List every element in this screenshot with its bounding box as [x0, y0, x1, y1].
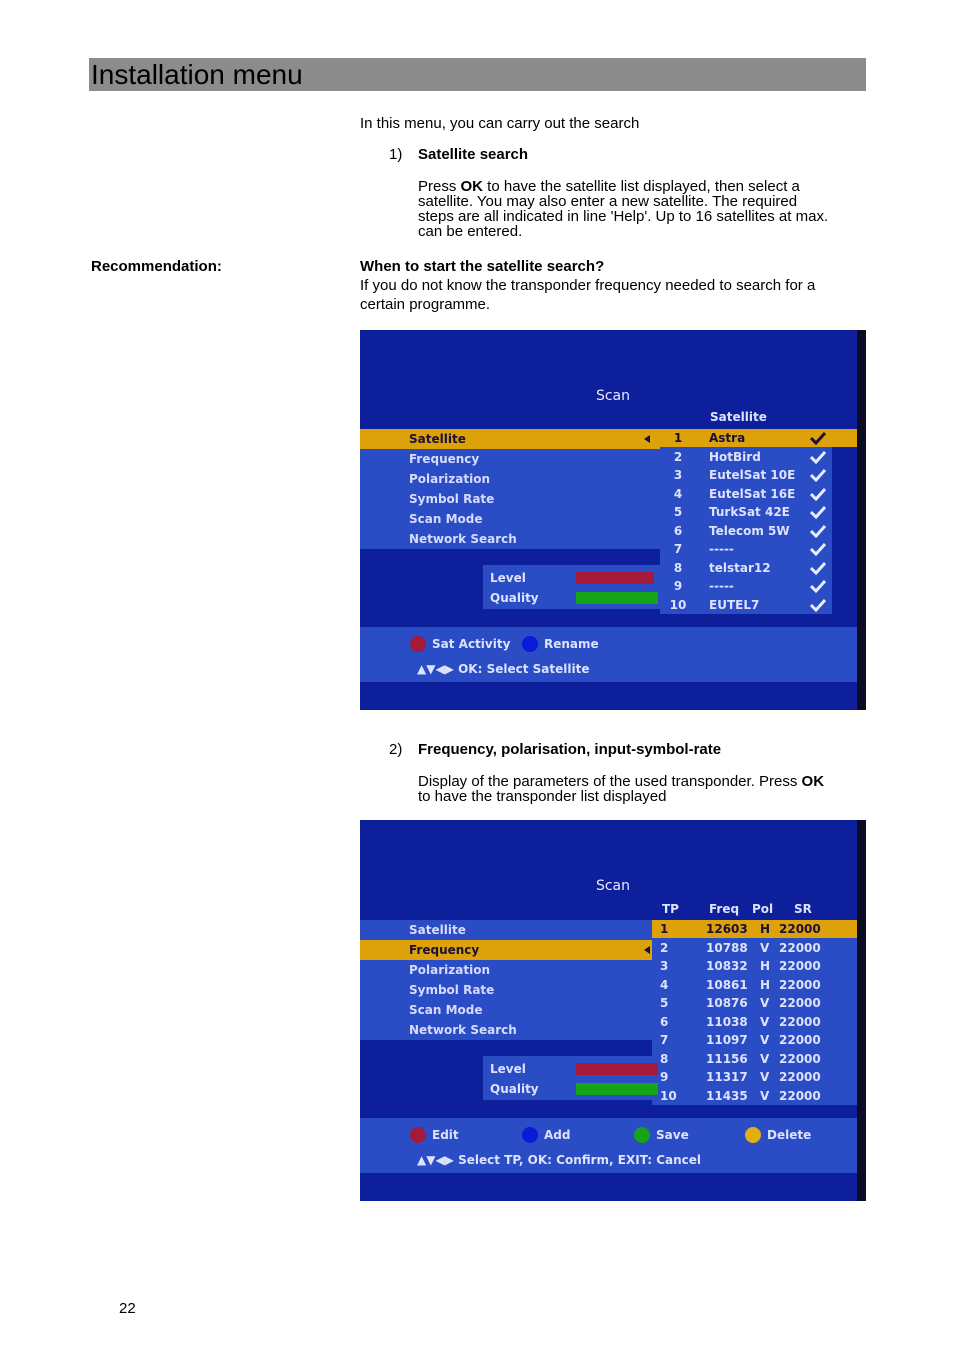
screen-title: Scan	[595, 878, 631, 894]
section1-para-line3: steps are all indicated in line 'Help'. Up to 16 satellites at max.	[418, 208, 829, 225]
satellite-name: TurkSat 42E	[709, 505, 790, 519]
recommendation-line1: If you do not know the transponder frequency needed to search for a	[360, 277, 816, 294]
check-icon	[810, 450, 826, 464]
green-button-icon	[634, 1127, 650, 1143]
satellite-name: EutelSat 10E	[709, 468, 796, 482]
section2-number: 2)	[389, 741, 403, 758]
freq-cell: 10788	[706, 940, 748, 955]
transponder-row[interactable]	[652, 1031, 857, 1049]
pol-cell: V	[760, 940, 770, 955]
satellite-number: 7	[673, 542, 683, 556]
satellite-name: telstar12	[709, 560, 771, 575]
freq-cell: 10876	[706, 996, 748, 1010]
sr-cell: 22000	[779, 1088, 821, 1103]
satellite-row[interactable]	[660, 503, 832, 521]
col-pol: Pol	[752, 902, 774, 916]
menu-item-polarization[interactable]: Polarization	[409, 472, 490, 486]
transponder-row[interactable]	[652, 1068, 857, 1086]
tp-cell: 4	[660, 977, 669, 992]
satellite-number: 4	[673, 486, 683, 501]
satellite-number: 5	[673, 505, 683, 519]
level-bar	[576, 1063, 658, 1075]
section1-para-line2: satellite. You may also enter a new satellite. The required	[418, 193, 798, 210]
pol-cell: V	[760, 1051, 770, 1066]
col-sr: SR	[794, 902, 812, 916]
tp-cell: 6	[660, 1014, 669, 1029]
section1-para-line1: Press OK to have the satellite list displayed, then select a	[418, 178, 800, 195]
tp-cell: 5	[660, 996, 669, 1010]
section1-heading: Satellite search	[418, 146, 529, 163]
help-rename: Rename	[544, 637, 599, 651]
transponder-row[interactable]	[652, 939, 857, 957]
menu-item-symbol-rate[interactable]: Symbol Rate	[409, 492, 495, 506]
satellite-row[interactable]	[660, 522, 832, 540]
satellite-row[interactable]	[660, 559, 832, 577]
help-area	[360, 627, 857, 682]
satellite-name: Astra	[709, 431, 746, 445]
satellite-row[interactable]	[660, 429, 832, 447]
menu-item-scan-mode[interactable]: Scan Mode	[409, 1003, 483, 1017]
sr-cell: 22000	[779, 1033, 821, 1047]
menu-item-network-search[interactable]: Network Search	[409, 532, 517, 546]
satellite-name: EUTEL7	[709, 597, 760, 612]
pol-cell: V	[760, 1033, 770, 1047]
col-tp: TP	[662, 902, 679, 916]
satellite-row[interactable]	[660, 485, 832, 503]
freq-cell: 10861	[706, 977, 748, 992]
transponder-row[interactable]	[652, 957, 857, 975]
freq-cell: 10832	[706, 959, 748, 973]
level-bar	[576, 572, 654, 584]
screen-title: Scan	[595, 388, 631, 404]
freq-cell: 11097	[706, 1033, 748, 1047]
tp-cell: 7	[660, 1033, 669, 1047]
satellite-number: 2	[673, 449, 683, 464]
satellite-name: -----	[709, 579, 734, 593]
help-sat-activity: Sat Activity	[432, 637, 511, 651]
satellite-row[interactable]	[660, 448, 832, 466]
transponder-row[interactable]	[652, 1050, 857, 1068]
section2-line2: to have the transponder list displayed	[418, 788, 667, 805]
freq-cell: 11317	[706, 1070, 748, 1084]
menu-item-frequency[interactable]: Frequency	[360, 940, 652, 960]
check-icon	[810, 505, 826, 519]
tp-cell: 10	[660, 1088, 677, 1103]
section-title-bar	[89, 58, 866, 91]
satellite-scan-screenshot	[360, 330, 866, 710]
pol-cell: H	[760, 959, 771, 973]
satellite-row[interactable]	[660, 540, 832, 558]
check-icon	[810, 598, 826, 612]
transponder-row[interactable]	[652, 1013, 857, 1031]
arrow-left-icon	[644, 435, 650, 443]
pol-cell: H	[760, 977, 771, 992]
quality-bar	[576, 592, 658, 604]
tp-cell: 2	[660, 940, 669, 955]
freq-cell: 11156	[706, 1051, 748, 1066]
red-button-icon	[410, 636, 426, 652]
menu-item-symbol-rate[interactable]: Symbol Rate	[409, 983, 495, 997]
satellite-number: 10	[669, 597, 687, 612]
yellow-button-icon	[745, 1127, 761, 1143]
satellite-number: 8	[673, 560, 683, 575]
menu-item-scan-mode[interactable]: Scan Mode	[409, 512, 483, 526]
blue-button-icon	[522, 1127, 538, 1143]
sr-cell: 22000	[779, 922, 821, 936]
freq-cell: 11435	[706, 1088, 748, 1103]
sr-cell: 22000	[779, 977, 821, 992]
pol-cell: V	[760, 1014, 770, 1029]
quality-label: Quality	[490, 1082, 539, 1096]
menu-item-frequency[interactable]: Frequency	[409, 452, 480, 466]
satellite-name: Telecom 5W	[709, 523, 790, 538]
satellite-number: 1	[673, 431, 683, 445]
section1-number: 1)	[389, 146, 403, 163]
quality-label: Quality	[490, 591, 539, 605]
recommendation-heading: When to start the satellite search?	[360, 258, 605, 275]
sr-cell: 22000	[779, 1070, 821, 1084]
check-icon	[810, 487, 826, 501]
transponder-row[interactable]	[652, 994, 857, 1012]
quality-bar	[576, 1083, 658, 1095]
tp-cell: 3	[660, 959, 669, 973]
check-icon	[810, 524, 826, 538]
section2-line1: Display of the parameters of the used transponder. Press OK	[418, 773, 825, 790]
menu-item-polarization[interactable]: Polarization	[409, 963, 490, 977]
sr-cell: 22000	[779, 1051, 821, 1066]
check-icon	[810, 561, 826, 575]
transponder-row[interactable]	[652, 1087, 857, 1105]
help-nav: ▲▼◀▶ Select TP, OK: Confirm, EXIT: Cancel	[417, 1153, 702, 1167]
help-delete: Delete	[767, 1128, 812, 1142]
pol-cell: H	[760, 922, 771, 936]
section1-para-line4: can be entered.	[418, 223, 523, 240]
col-freq: Freq	[709, 902, 740, 916]
recommendation-line2: certain programme.	[360, 296, 491, 313]
sr-cell: 22000	[779, 1014, 821, 1029]
help-edit: Edit	[432, 1128, 459, 1142]
page-number: 22	[119, 1300, 136, 1317]
level-label: Level	[490, 571, 526, 585]
check-icon	[810, 542, 826, 556]
arrow-left-icon	[644, 946, 650, 954]
help-area	[360, 1118, 857, 1173]
satellite-row[interactable]	[660, 466, 832, 484]
satellite-row[interactable]	[660, 577, 832, 595]
freq-cell: 12603	[706, 922, 748, 936]
tp-cell: 8	[660, 1051, 669, 1066]
help-add: Add	[544, 1128, 571, 1142]
menu-item-network-search[interactable]: Network Search	[409, 1023, 517, 1037]
screen-edge	[857, 330, 866, 710]
pol-cell: V	[760, 1088, 770, 1103]
check-icon	[810, 579, 826, 593]
blue-button-icon	[522, 636, 538, 652]
pol-cell: V	[760, 996, 770, 1010]
intro-text: In this menu, you can carry out the search	[360, 115, 640, 132]
check-icon	[810, 431, 826, 445]
pol-cell: V	[760, 1070, 770, 1084]
freq-cell: 11038	[706, 1014, 748, 1029]
transponder-row[interactable]	[652, 920, 857, 938]
section2-heading: Frequency, polarisation, input-symbol-rate	[418, 741, 722, 758]
menu-item-satellite[interactable]: Satellite	[409, 923, 466, 937]
red-button-icon	[410, 1127, 426, 1143]
satellite-number: 9	[673, 579, 683, 593]
satellite-name: -----	[709, 542, 734, 556]
level-label: Level	[490, 1062, 526, 1076]
transponder-scan-screenshot	[360, 820, 866, 1201]
sr-cell: 22000	[779, 996, 821, 1010]
help-save: Save	[656, 1128, 689, 1142]
satellite-number: 3	[673, 468, 683, 482]
recommendation-label: Recommendation:	[91, 258, 222, 275]
satellite-name: EutelSat 16E	[709, 486, 796, 501]
tp-cell: 9	[660, 1070, 669, 1084]
transponder-row[interactable]	[652, 976, 857, 994]
page-title: Installation menu	[91, 59, 303, 90]
check-icon	[810, 468, 826, 482]
satellite-row[interactable]	[660, 596, 832, 614]
sr-cell: 22000	[779, 959, 821, 973]
tp-cell: 1	[660, 922, 669, 936]
help-nav: ▲▼◀▶ OK: Select Satellite	[417, 662, 590, 676]
sr-cell: 22000	[779, 940, 821, 955]
menu-item-satellite[interactable]: Satellite	[360, 429, 660, 449]
satellite-name: HotBird	[709, 449, 761, 464]
list-header: Satellite	[710, 410, 767, 424]
satellite-number: 6	[673, 523, 683, 538]
